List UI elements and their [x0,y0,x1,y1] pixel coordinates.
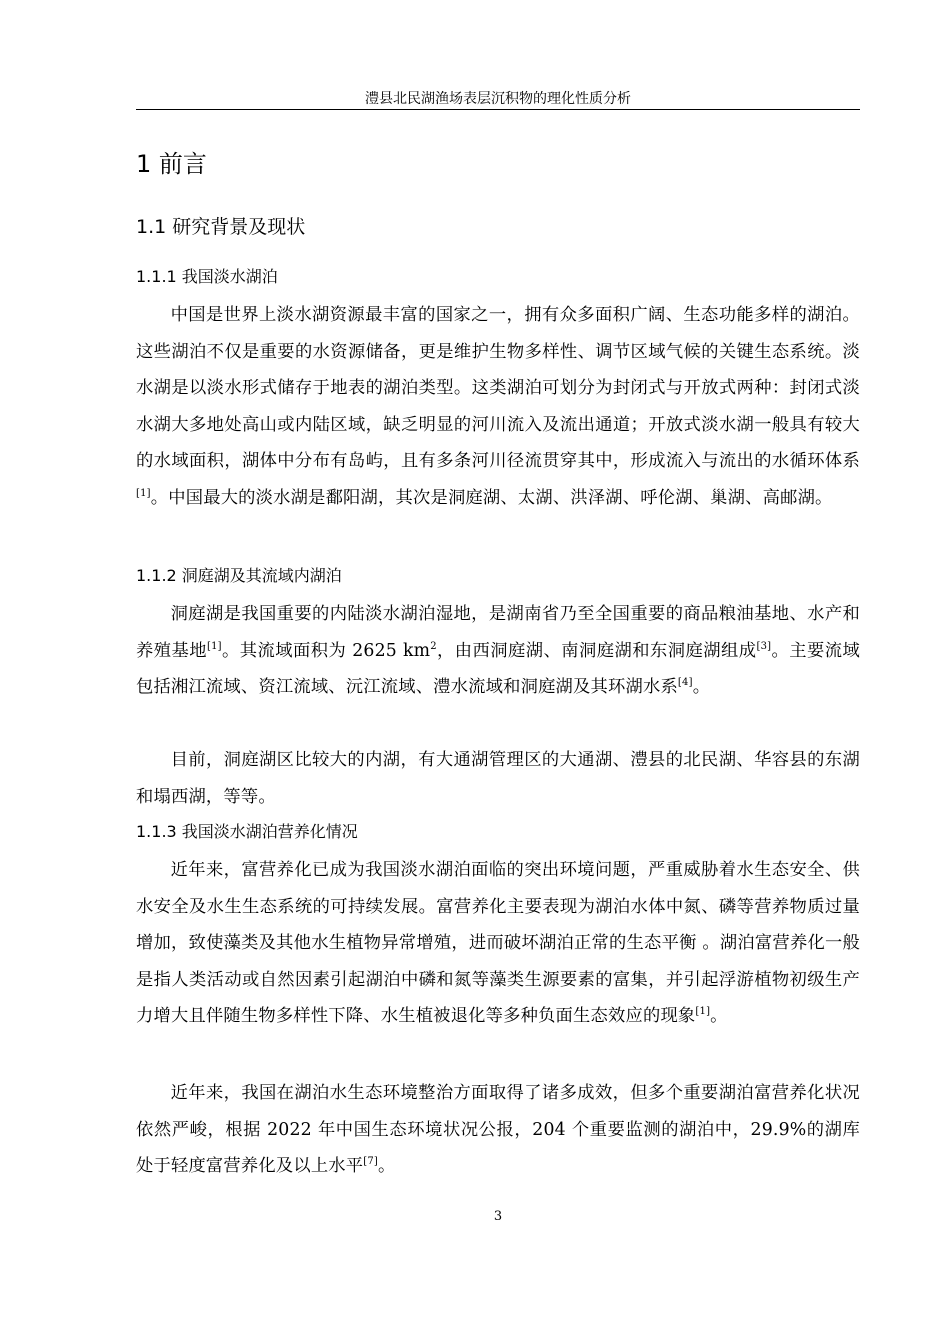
citation: [7] [363,1156,379,1168]
section-title-1-1-2: 1.1.2 洞庭湖及其流域内湖泊 [136,566,342,585]
section-title-1: 1 前言 [136,150,207,178]
paragraph-text: ，由西洞庭湖、南洞庭湖和东洞庭湖组成 [436,640,757,661]
paragraph-text: 。主要流域包括湘江流域、资江流域、沅江流域、澧水流域和洞庭湖及其环湖水系 [136,640,860,697]
paragraph-text: 。 [710,1006,728,1026]
citation: [1] [695,1006,711,1018]
citation: [1] [207,640,222,652]
running-header: 澧县北民湖渔场表层沉积物的理化性质分析 [365,91,631,107]
paragraph-eutrophication [136,852,860,1035]
paragraph-text: 近年来，我国在湖泊水生态环境整治方面取得了诸多成效，但多个重要湖泊富营养化状况依然严峻，根据 2022 年中国生态环境状况公报，204 个重要监测的湖泊中，29.9%的湖库处于轻度富营养化及以上水平 [136,1083,860,1176]
citation: [1] [136,487,151,499]
paragraph-inner-lakes: 目前，洞庭湖区比较大的内湖，有大通湖管理区的大通湖、澧县的北民湖、华容县的东湖和塌西湖，等等。 [136,750,860,807]
citation: [3] [756,640,772,652]
paragraph-text: 。 [692,677,711,697]
paragraph-freshwater-lakes [136,297,860,516]
paragraph-dongting-lake [136,596,860,706]
paragraph-text: 。中国最大的淡水湖是鄱阳湖，其次是洞庭湖、太湖、洪泽湖、呼伦湖、巢湖、高邮湖。 [150,487,833,508]
page-number: 3 [493,1209,503,1224]
section-title-1-1: 1.1 研究背景及现状 [136,216,306,238]
superscript: 2 [430,640,437,652]
citation: [4] [677,677,693,689]
paragraph-eutrophication-status [136,1075,860,1185]
paragraph-text: 洞庭湖是我国重要的内陆淡水湖泊湿地，是湖南省乃至全国重要的商品粮油基地、水产和养殖基地 [136,604,860,661]
paragraph-text: 近年来，富营养化已成为我国淡水湖泊面临的突出环境问题，严重威胁着水生态安全、供水安全及水生生态系统的可持续发展。富营养化主要表现为湖泊水体中氮、磷等营养物质过量增加，致使藻类及其他水生植物异常增殖，进而破坏湖泊正常的生态平衡 。湖泊富营养化一般是指人类活动或自然因素引起湖泊中磷和氮等藻类生源要素的富集，并引起浮游植物初级生产力增大且伴随生物多样性下降、水生植被退化等多种负面生态效应的现象 [136,860,860,1026]
paragraph-text: 。其流域面积为 2625 km [221,640,431,661]
paragraph-text: 。 [378,1156,396,1176]
header-rule [136,109,860,110]
section-title-1-1-3: 1.1.3 我国淡水湖泊营养化情况 [136,822,358,841]
paragraph-text: 中国是世界上淡水湖资源最丰富的国家之一，拥有众多面积广阔、生态功能多样的湖泊。这些湖泊不仅是重要的水资源储备，更是维护生物多样性、调节区域气候的关键生态系统。淡水湖是以淡水形式储存于地表的湖泊类型。这类湖泊可划分为封闭式与开放式两种：封闭式淡水湖大多地处高山或内陆区域，缺乏明显的河川流入及流出通道；开放式淡水湖一般具有较大的水域面积，湖体中分布有岛屿，且有多条河川径流贯穿其中，形成流入与流出的水循环体系 [136,305,860,471]
section-title-1-1-1: 1.1.1 我国淡水湖泊 [136,267,278,286]
